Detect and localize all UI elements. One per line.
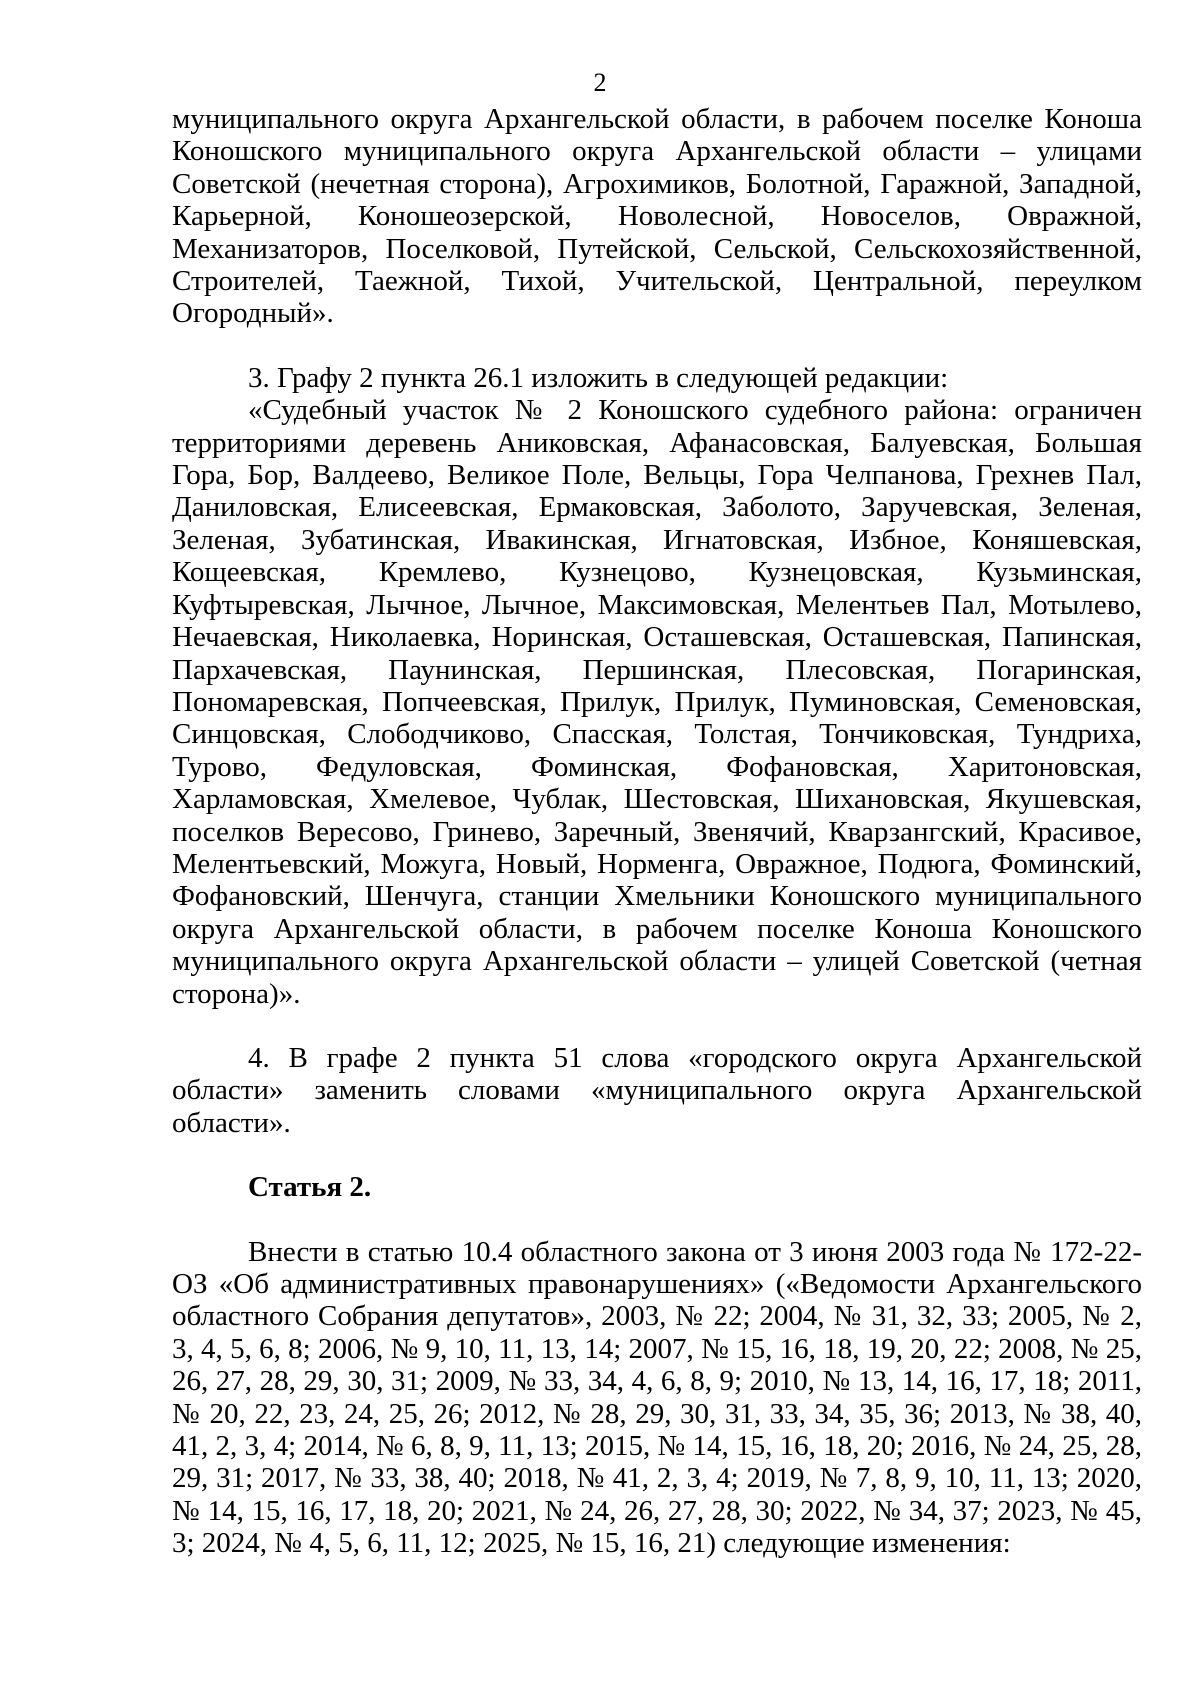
article-2-paragraph: Внести в статью 10.4 областного закона от 3 июня 2003 года № 172-22-ОЗ «Об административных правонарушениях» («Ведомости Архангельского областного Собрания депутатов», 2003, № 22; 2004, № 31, 32, 33; 2005, № 2, 3, 4, 5, 6, 8; 2006, № 9, 10, 11, 13, 14; 2007, № 15, 16, 18, 19, 20, 22; 2008, № 25, 26, 27, 28, 29, 30, 31; 2009, № 33, 34, 4, 6, 8, 9; 2010, № 13, 14, 16, 17, 18; 2011, № 20, 22, 23, 24, 25, 26; 2012, № 28, 29, 30, 31, 33, 34, 35, 36; 2013, № 38, 40, 41, 2, 3, 4; 2014, № 6, 8, 9, 11, 13; 2015, № 14, 15, 16, 18, 20; 2016, № 24, 25, 28, 29, 31; 2017, № 33, 38, 40; 2018, № 41, 2, 3, 4; 2019, № 7, 8, 9, 10, 11, 13; 2020, № 14, 15, 16, 17, 18, 20; 2021, № 24, 26, 27, 28, 30; 2022, № 34, 37; 2023, № 45, 3; 2024, № 4, 5, 6, 11, 12; 2025, № 15, 16, 21) следующие изменения:: [172, 1235, 1142, 1560]
item-4-paragraph: 4. В графе 2 пункта 51 слова «городского округа Архангельской области» заменить словами «муниципального округа Архангельской области».: [172, 1041, 1142, 1139]
continuation-paragraph: муниципального округа Архангельской области, в рабочем поселке Коноша Коношского муниципального округа Архангельской области – улицами Советской (нечетная сторона), Агрохимиков, Болотной, Гаражной, Западной, Карьерной, Коношеозерской, Новолесной, Новоселов, Овражной, Механизаторов, Поселковой, Путейской, Сельской, Сельскохозяйственной, Строителей, Таежной, Тихой, Учительской, Центральной, переулком Огородный».: [172, 103, 1142, 330]
item-3-paragraph: 3. Графу 2 пункта 26.1 изложить в следующей редакции:: [248, 361, 949, 394]
document-body: [172, 103, 1142, 1560]
page-number: 2: [593, 68, 607, 97]
court-district-2-paragraph: «Судебный участок № 2 Коношского судебного района: ограничен территориями деревень Аниковская, Афанасовская, Балуевская, Большая Гора, Бор, Валдеево, Великое Поле, Вельцы, Гора Челпанова, Грехнев Пал, Даниловская, Елисеевская, Ермаковская, Заболото, Заручевская, Зеленая, Зеленая, Зубатинская, Ивакинская, Игнатовская, Избное, Коняшевская, Кощеевская, Кремлево, Кузнецово, Кузнецовская, Кузьминская, Куфтыревская, Лычное, Лычное, Максимовская, Мелентьев Пал, Мотылево, Нечаевская, Николаевка, Норинская, Осташевская, Осташевская, Папинская, Пархачевская, Паунинская, Першинская, Плесовская, Погаринская, Пономаревская, Попчеевская, Прилук, Прилук, Пуминовская, Семеновская, Синцовская, Слободчиково, Спасская, Толстая, Тончиковская, Тундриха, Турово, Федуловская, Фоминская, Фофановская, Харитоновская, Харламовская, Хмелевое, Чублак, Шестовская, Шихановская, Якушевская, поселков Вересово, Гринево, Заречный, Звенячий, Кварзангский, Красивое, Мелентьевский, Можуга, Новый, Норменга, Овражное, Подюга, Фоминский, Фофановский, Шенчуга, станции Хмельники Коношского муниципального округа Архангельской области, в рабочем поселке Коноша Коношского муниципального округа Архангельской области – улицей Советской (четная сторона)».: [172, 394, 1142, 1010]
article-heading: Статья 2.: [248, 1171, 372, 1204]
